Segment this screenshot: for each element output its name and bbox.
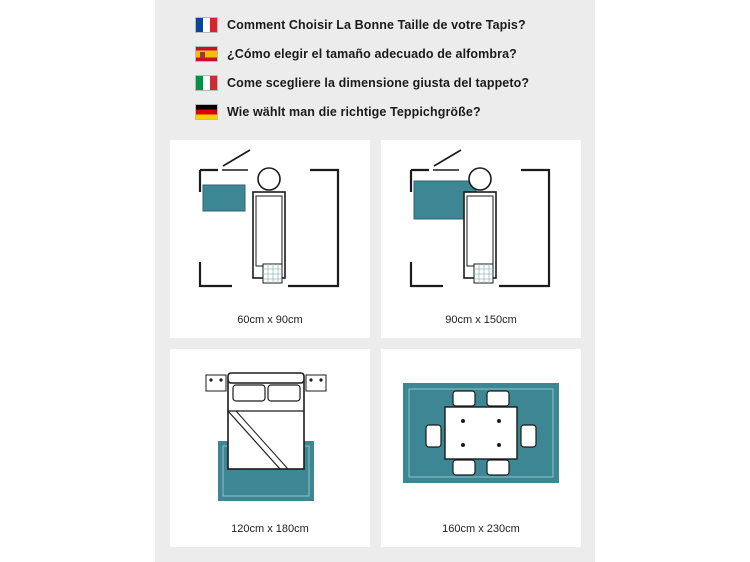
- flag-germany-icon: [195, 104, 218, 120]
- rug-size-card-120x180[interactable]: [170, 349, 370, 547]
- title-row-es: [195, 43, 585, 65]
- title-text-it: Come scegliere la dimensione giusta del tappeto?: [227, 76, 530, 90]
- title-text-es: ¿Cómo elegir el tamaño adecuado de alfombra?: [227, 47, 517, 61]
- diagram-dining-table-rug: [381, 349, 581, 517]
- rug-size-caption: 90cm x 150cm: [445, 314, 517, 326]
- title-list: [195, 14, 585, 130]
- diagram-bed-with-rug: [170, 349, 370, 517]
- rug-size-card-90x150[interactable]: [381, 140, 581, 338]
- diagram-bedroom-medium-rug: [381, 140, 581, 308]
- title-row-fr: [195, 14, 585, 36]
- rug-size-caption: 120cm x 180cm: [231, 523, 309, 535]
- rug-size-grid-row-2: [170, 349, 582, 547]
- diagram-bedroom-small-rug: [170, 140, 370, 308]
- flag-spain-icon: [195, 46, 218, 62]
- title-row-de: [195, 101, 585, 123]
- rug-size-card-60x90[interactable]: [170, 140, 370, 338]
- rug-size-caption: 160cm x 230cm: [442, 523, 520, 535]
- infographic-canvas: [155, 0, 595, 562]
- title-text-de: Wie wählt man die richtige Teppichgröße?: [227, 105, 481, 119]
- rug-size-card-160x230[interactable]: [381, 349, 581, 547]
- title-text-fr: Comment Choisir La Bonne Taille de votre Tapis?: [227, 18, 526, 32]
- flag-italy-icon: [195, 75, 218, 91]
- rug-size-grid-row-1: [170, 140, 582, 338]
- title-row-it: [195, 72, 585, 94]
- rug-size-caption: 60cm x 90cm: [237, 314, 303, 326]
- rug-shape: [203, 185, 245, 211]
- flag-france-icon: [195, 17, 218, 33]
- rug-size-grid: [170, 140, 582, 558]
